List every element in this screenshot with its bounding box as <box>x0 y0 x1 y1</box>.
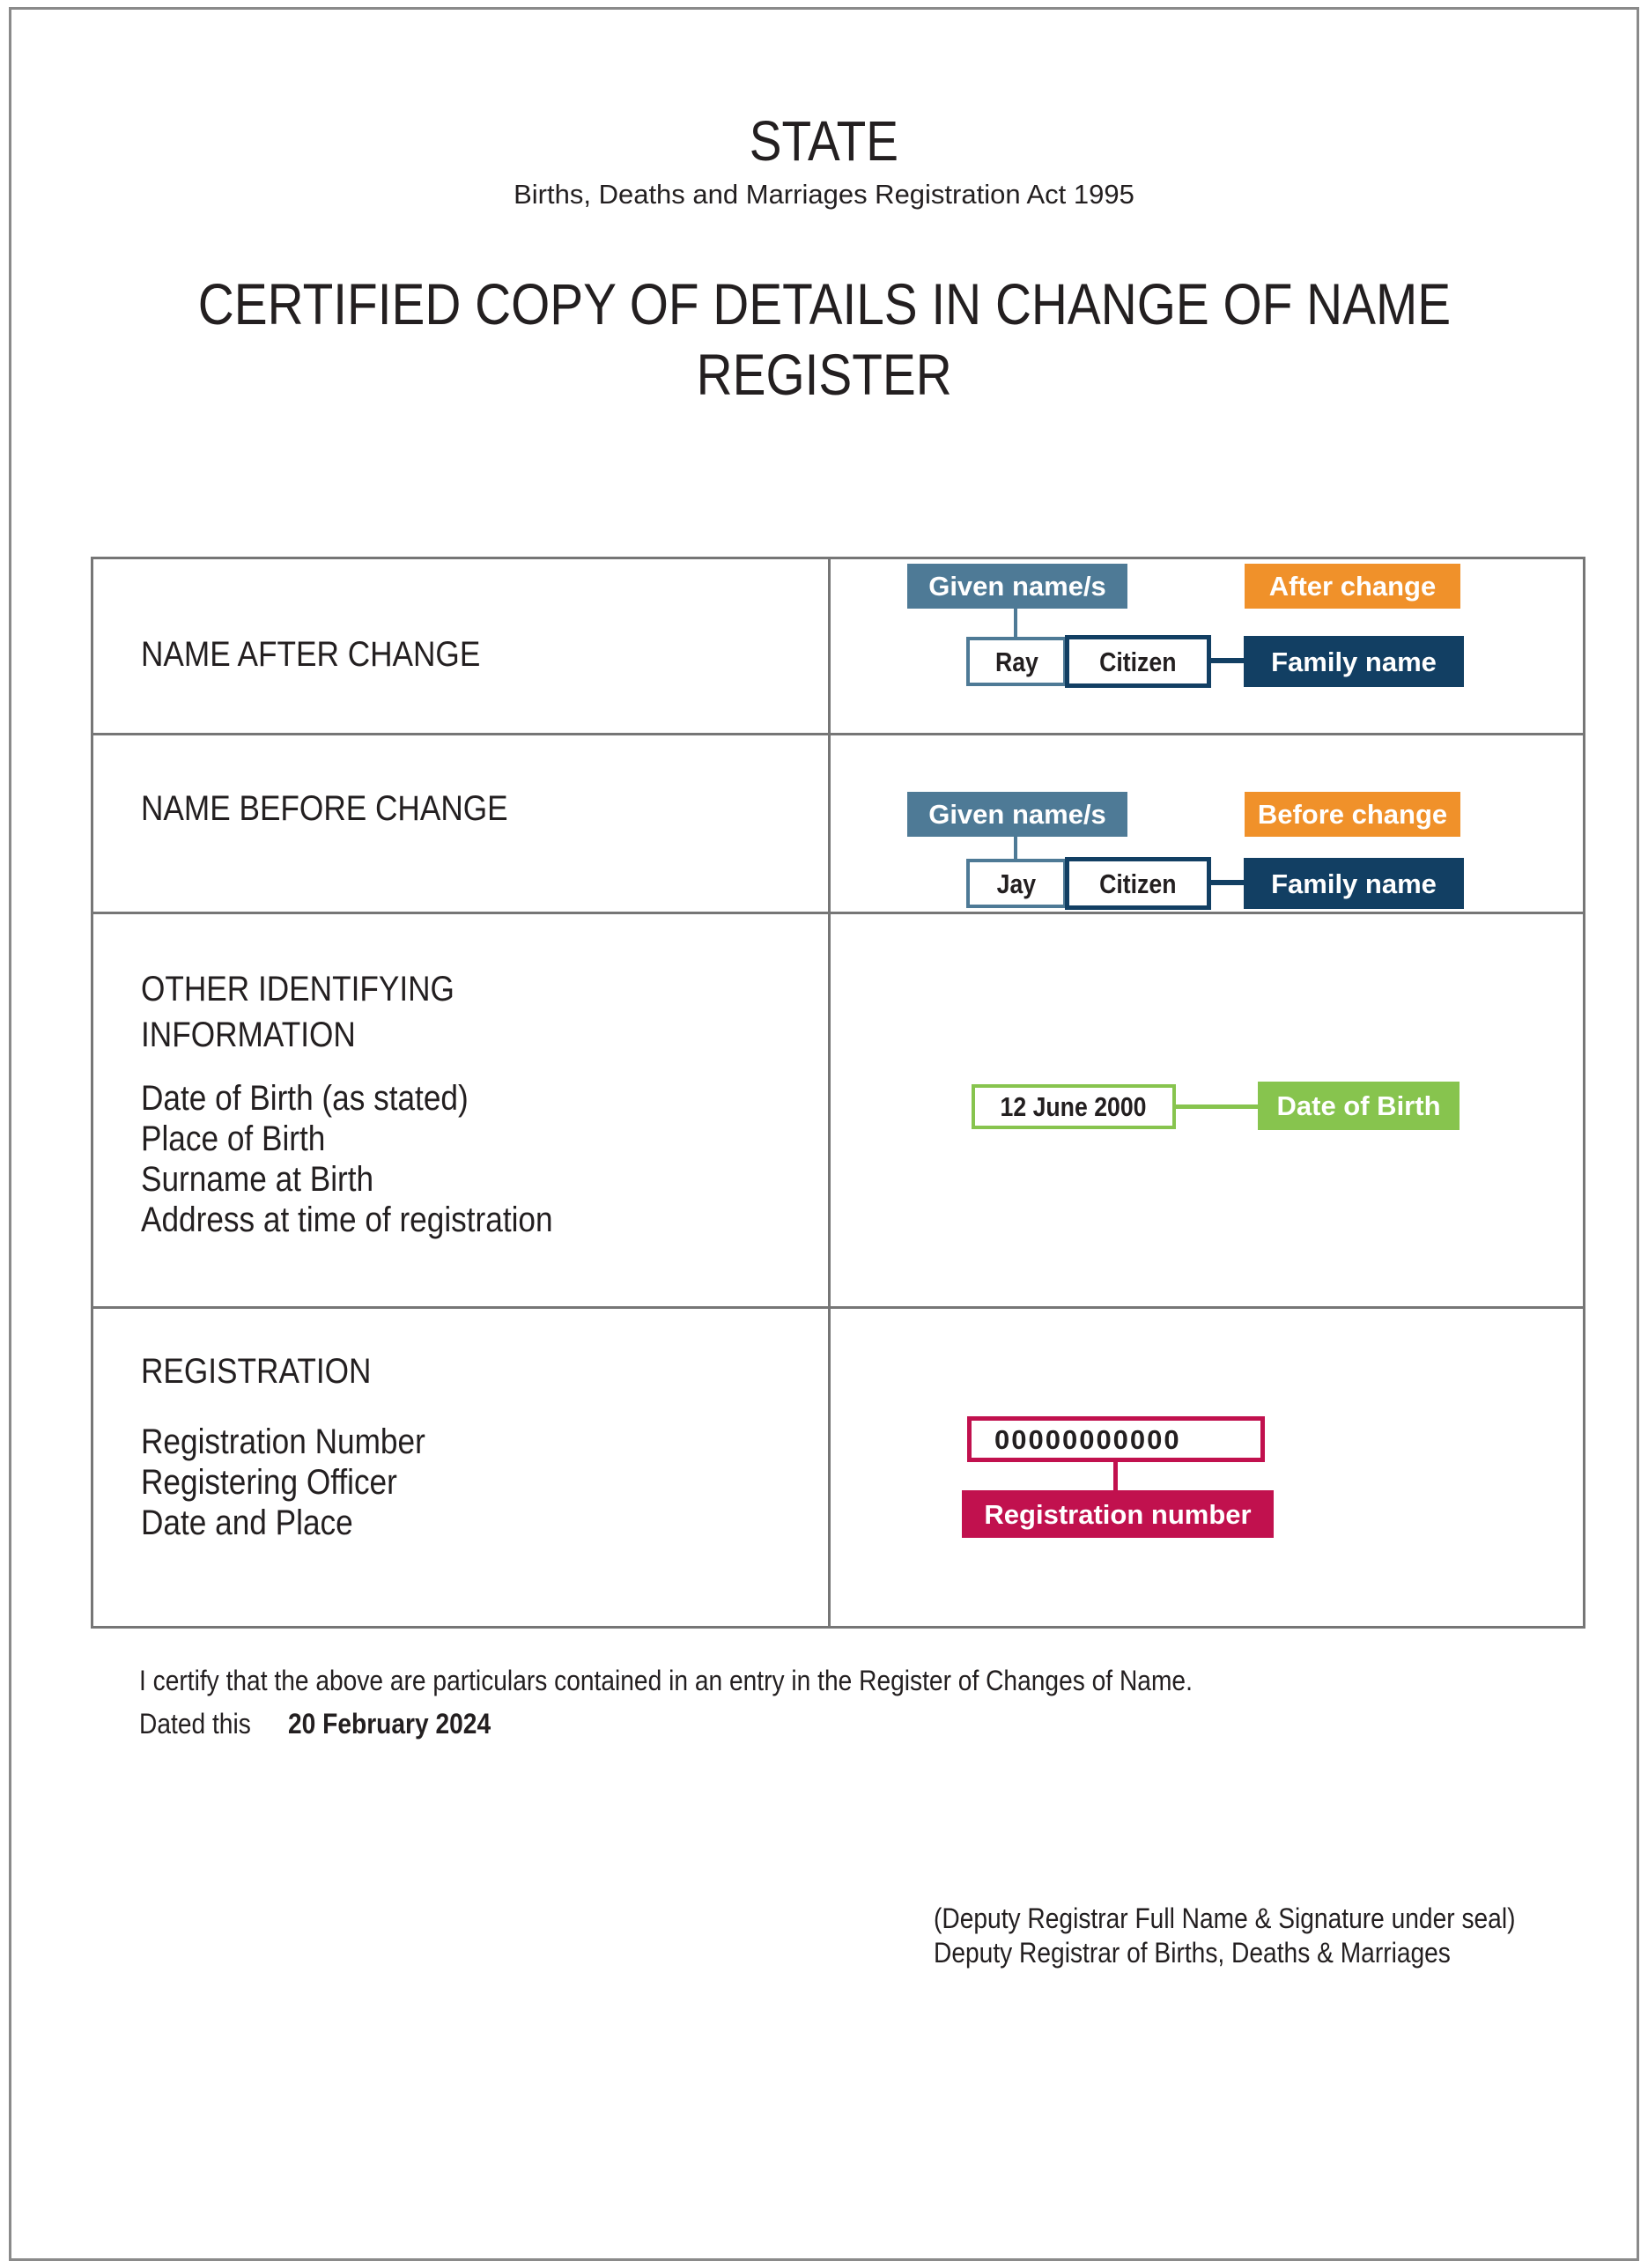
table-row-divider-1 <box>91 733 1585 735</box>
document-title-line-2-text: REGISTER <box>696 342 952 407</box>
act-line <box>0 181 1648 208</box>
family-name-label-chip-before: Family name <box>1244 858 1464 909</box>
row-name-after-change-heading: NAME AFTER CHANGE <box>141 635 481 674</box>
family-name-connector-after <box>1209 658 1245 663</box>
registration-number-value-box: 00000000000 <box>967 1416 1265 1462</box>
act-line-text: Births, Deaths and Marriages Registration Act 1995 <box>514 179 1134 210</box>
certification-statement: I certify that the above are particulars contained in an entry in the Register of Changes of Name. <box>139 1665 1193 1696</box>
other-info-item: Place of Birth <box>141 1119 326 1158</box>
state-title <box>0 109 1648 173</box>
date-of-birth-value-box: 12 June 2000 <box>972 1084 1176 1129</box>
signatory-title: Deputy Registrar of Births, Deaths & Marriages <box>934 1937 1451 1969</box>
date-of-birth-label-chip: Date of Birth <box>1258 1082 1460 1130</box>
other-info-item: Address at time of registration <box>141 1200 553 1239</box>
registration-item: Registration Number <box>141 1422 425 1461</box>
table-row-divider-3 <box>91 1306 1585 1309</box>
dated-this-label: Dated this <box>139 1708 251 1740</box>
dated-value: 20 February 2024 <box>288 1708 491 1740</box>
registration-number-label-chip: Registration number <box>962 1490 1274 1538</box>
table-row-divider-2 <box>91 912 1585 914</box>
registration-item: Date and Place <box>141 1503 353 1542</box>
registration-item-list <box>141 1422 464 1543</box>
given-name-connector-before <box>1014 837 1017 860</box>
given-name-connector-after <box>1014 609 1017 638</box>
table-column-divider <box>828 557 831 1629</box>
given-name-value-box-after: Ray <box>966 637 1067 686</box>
given-name-value-box-before: Jay <box>966 859 1067 908</box>
document-title-line-1-text: CERTIFIED COPY OF DETAILS IN CHANGE OF NAME <box>197 271 1451 336</box>
before-change-label-chip: Before change <box>1245 792 1460 837</box>
row-registration-heading: REGISTRATION <box>141 1352 372 1391</box>
after-change-label-chip: After change <box>1245 564 1460 609</box>
registration-item: Registering Officer <box>141 1463 397 1502</box>
row-name-before-change-heading: NAME BEFORE CHANGE <box>141 789 508 828</box>
document-title-line-1 <box>0 271 1648 336</box>
document-title-line-2 <box>0 342 1648 407</box>
family-name-label-chip-after: Family name <box>1244 636 1464 687</box>
family-name-value-box-before: Citizen <box>1065 857 1211 910</box>
other-info-item-list <box>141 1078 609 1240</box>
other-info-item: Date of Birth (as stated) <box>141 1079 469 1118</box>
family-name-value-box-after: Citizen <box>1065 635 1211 688</box>
date-of-birth-connector <box>1176 1104 1258 1109</box>
given-name-label-chip-before: Given name/s <box>907 792 1127 837</box>
given-name-label-chip-after: Given name/s <box>907 564 1127 609</box>
row-other-info-heading-line-1: OTHER IDENTIFYING <box>141 970 454 1008</box>
other-info-item: Surname at Birth <box>141 1160 374 1199</box>
signature-hint: (Deputy Registrar Full Name & Signature under seal) <box>934 1902 1516 1934</box>
row-other-info-heading-line-2: INFORMATION <box>141 1016 356 1054</box>
family-name-connector-before <box>1209 880 1245 885</box>
state-title-text: STATE <box>749 109 899 173</box>
registration-number-connector <box>1113 1462 1118 1491</box>
